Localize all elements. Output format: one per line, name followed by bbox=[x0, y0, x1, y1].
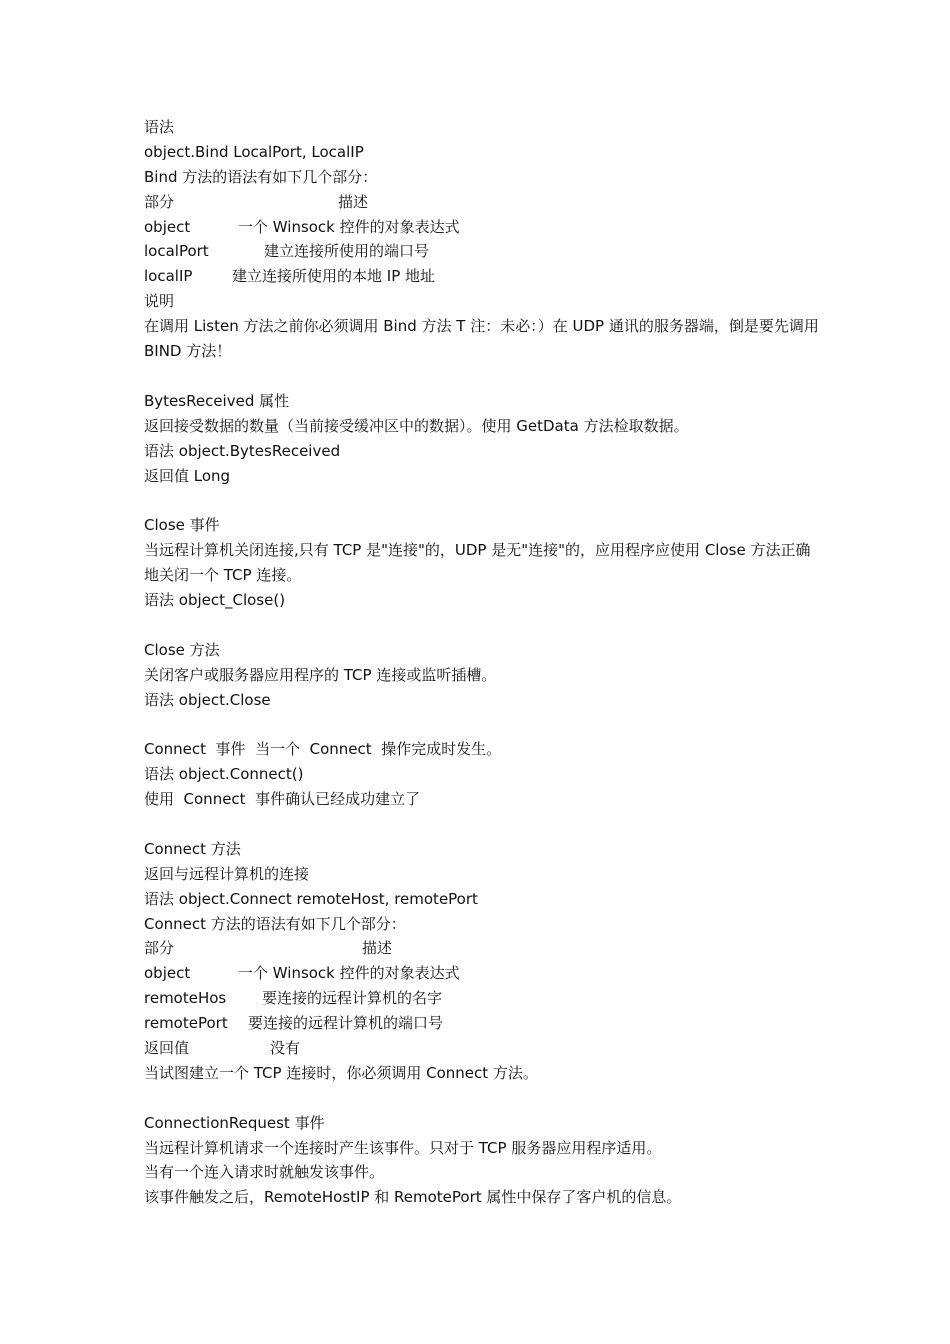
connect-event-usage: 使用 Connect 事件确认已经成功建立了 bbox=[144, 790, 421, 809]
bind-remarks: 在调用 Listen 方法之前你必须调用 Bind 方法 T 注：未必：）在 UDP 通讯的服务器端，倒是要先调用 BIND 方法！ bbox=[144, 317, 819, 361]
connect-row-part: remotePort bbox=[144, 1014, 228, 1033]
close-method-desc: 关闭客户或服务器应用程序的 TCP 连接或监听插槽。 bbox=[144, 665, 497, 684]
connect-row-desc: 要连接的远程计算机的端口号 bbox=[248, 1014, 444, 1033]
spacer bbox=[144, 488, 824, 513]
connect-event-syntax: 语法 object.Connect() bbox=[144, 765, 304, 784]
connect-method-syntax: 语法 object.Connect remoteHost, remotePort bbox=[144, 889, 478, 908]
connect-row-object bbox=[144, 961, 824, 986]
connectionrequest-desc2: 当有一个连入请求时就触发该事件。 bbox=[144, 1163, 385, 1182]
close-event-desc: 当远程计算机关闭连接,只有 TCP 是"连接"的，UDP 是无"连接"的，应用程序应使用 Close 方法正确地关闭一个 TCP 连接。 bbox=[144, 541, 811, 585]
connect-row-remoteport bbox=[144, 1011, 824, 1036]
bind-row-desc: 建立连接所使用的端口号 bbox=[264, 242, 430, 261]
connect-row-return bbox=[144, 1036, 824, 1061]
document-body bbox=[144, 115, 824, 1210]
connect-row-part: remoteHos bbox=[144, 989, 227, 1008]
connect-method-parts-intro: Connect 方法的语法有如下几个部分： bbox=[144, 914, 406, 933]
bind-remarks-heading: 说明 bbox=[144, 292, 175, 311]
connect-header-part: 部分 bbox=[144, 939, 175, 958]
connectionrequest-desc1: 当远程计算机请求一个连接时产生该事件。只对于 TCP 服务器应用程序适用。 bbox=[144, 1138, 662, 1157]
bytesreceived-syntax: 语法 object.BytesReceived bbox=[144, 441, 341, 460]
bind-header-part: 部分 bbox=[144, 192, 175, 211]
close-method-heading: Close 方法 bbox=[144, 640, 220, 659]
bind-syntax-heading: 语法 bbox=[144, 118, 175, 136]
bind-row-localip bbox=[144, 264, 824, 289]
bind-row-part: localPort bbox=[144, 242, 209, 261]
connect-method-desc: 返回与远程计算机的连接 bbox=[144, 864, 310, 883]
connect-row-part: 返回值 bbox=[144, 1039, 190, 1058]
connect-table-header bbox=[144, 936, 824, 961]
bind-syntax: object.Bind LocalPort, LocalIP bbox=[144, 142, 364, 161]
bytesreceived-heading: BytesReceived 属性 bbox=[144, 391, 290, 410]
connect-row-part: object bbox=[144, 964, 191, 983]
bind-header-desc: 描述 bbox=[338, 192, 369, 211]
connectionrequest-desc3: 该事件触发之后，RemoteHostIP 和 RemotePort 属性中保存了客户机的信息。 bbox=[144, 1188, 682, 1207]
bytesreceived-desc: 返回接受数据的数量（当前接受缓冲区中的数据）。使用 GetData 方法检取数据。 bbox=[144, 416, 689, 435]
bind-row-part: localIP bbox=[144, 267, 193, 286]
close-event-heading: Close 事件 bbox=[144, 516, 220, 535]
spacer bbox=[144, 1086, 824, 1111]
close-event-syntax: 语法 object_Close() bbox=[144, 590, 286, 609]
spacer bbox=[144, 812, 824, 837]
bind-row-desc: 建立连接所使用的本地 IP 地址 bbox=[232, 267, 436, 286]
connect-header-desc: 描述 bbox=[362, 939, 393, 958]
connectionrequest-heading: ConnectionRequest 事件 bbox=[144, 1113, 325, 1132]
connect-row-remotehos bbox=[144, 986, 824, 1011]
bind-parts-intro: Bind 方法的语法有如下几个部分： bbox=[144, 167, 378, 186]
bytesreceived-return: 返回值 Long bbox=[144, 466, 231, 485]
connect-method-heading: Connect 方法 bbox=[144, 839, 241, 858]
spacer bbox=[144, 712, 824, 737]
bind-row-part: object bbox=[144, 217, 191, 236]
connect-method-note: 当试图建立一个 TCP 连接时，你必须调用 Connect 方法。 bbox=[144, 1063, 538, 1082]
connect-row-desc: 没有 bbox=[270, 1039, 301, 1058]
bind-row-localport bbox=[144, 239, 824, 264]
bind-row-object bbox=[144, 215, 824, 240]
connect-row-desc: 要连接的远程计算机的名字 bbox=[262, 989, 443, 1008]
bind-row-desc: 一个 Winsock 控件的对象表达式 bbox=[238, 217, 460, 236]
bind-table-header bbox=[144, 190, 824, 215]
connect-event-heading: Connect 事件 当一个 Connect 操作完成时发生。 bbox=[144, 740, 502, 759]
close-method-syntax: 语法 object.Close bbox=[144, 690, 271, 709]
spacer bbox=[144, 364, 824, 389]
spacer bbox=[144, 613, 824, 638]
connect-row-desc: 一个 Winsock 控件的对象表达式 bbox=[238, 964, 460, 983]
